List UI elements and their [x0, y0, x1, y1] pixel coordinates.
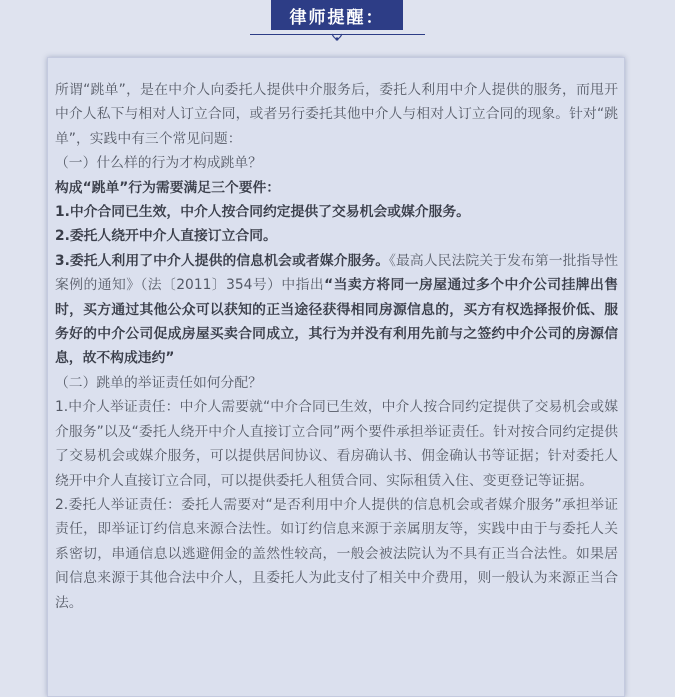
requirement-one: 1.中介合同已生效，中介人按合同约定提供了交易机会或媒介服务。: [55, 204, 470, 221]
question-two: （二）跳单的举证责任如何分配？: [55, 374, 262, 391]
header-title: 律师提醒：: [289, 7, 385, 28]
lawyer-tip-header: [271, 0, 403, 30]
requirement-two: 2.委托人绕开中介人直接订立合同。: [55, 228, 277, 245]
requirement-three-quote: “当卖方将同一房屋通过多个中介公司挂牌出售时，买方通过其他公众可以获知的正当途径获得相同房源信息的，买方有权选择报价低、服务好的中介公司促成房屋买卖合同成立，其行为并没有利用先前与之签约中介公司的房源信息，故不构成违约”: [55, 277, 618, 367]
content-card: [47, 57, 625, 697]
requirement-three-citation: 《最高人民法院关于发布第一批指导性案例的通知》（法〔2011〕354号）中指出: [55, 252, 618, 294]
intro-paragraph: 所谓“跳单”，是在中介人向委托人提供中介服务后，委托人利用中介人提供的服务，而甩开中介人私下与相对人订立合同，或者另行委托其他中介人与相对人订立合同的现象。针对“跳单”，实践中有三个常见问题：: [55, 82, 618, 147]
question-one: （一）什么样的行为才构成跳单？: [55, 155, 262, 172]
ornament-icon: [331, 33, 343, 43]
burden-intermediary: 1.中介人举证责任：中介人需要就“中介合同已生效，中介人按合同约定提供了交易机会或媒介服务”以及“委托人绕开中介人直接订立合同”两个要件承担举证责任。针对按合同约定提供了交易机会或媒介服务，可以提供居间协议、看房确认书、佣金确认书等证据；针对委托人绕开中介人直接订立合同，可以提供委托人租赁合同、实际租赁入住、变更登记等证据。: [55, 399, 618, 489]
question-one-lead: 构成“跳单”行为需要满足三个要件：: [55, 179, 281, 196]
burden-client: 2.委托人举证责任：委托人需要对“是否利用中介人提供的信息机会或者媒介服务”承担举证责任，即举证订约信息来源合法性。如订约信息来源于亲属朋友等，实践中由于与委托人关系密切，串通信息以逃避佣金的盖然性较高，一般会被法院认为不具有正当合法性。如果居间信息来源于其他合法中介人，且委托人为此支付了相关中介费用，则一般认为来源正当合法。: [55, 496, 618, 611]
requirement-three: [55, 249, 618, 371]
requirement-three-title: 3.委托人利用了中介人提供的信息机会或者媒介服务。: [55, 252, 390, 269]
